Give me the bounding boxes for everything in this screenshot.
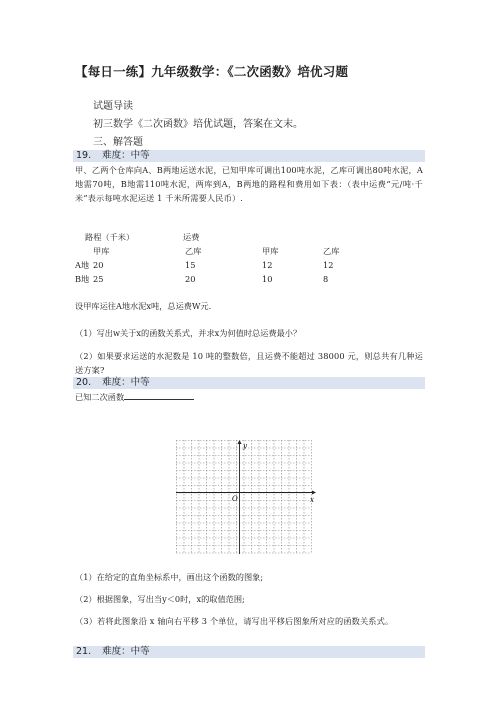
document-title: 【每日一练】九年级数学：《二次函数》培优习题 [75, 64, 349, 79]
question-20-header [73, 377, 425, 389]
intro-description: 初三数学《二次函数》培优试题，答案在文末。 [93, 119, 303, 130]
table-cell: 20 [93, 260, 104, 270]
table-subheader: 甲库 [93, 246, 110, 256]
question-19-part-1: （1）写出w关于x的函数关系式，并求x为何值时总运费最小？ [75, 328, 302, 338]
question-19-text: 甲、乙两个仓库向A、B两地运送水泥，已知甲库可调出100吨水泥，乙库可调出80吨水泥，A地需70吨，B地需110吨水泥，两库到A，B两地的路程和费用如下表：（表中运费“元/吨·千米”表示每吨水泥运送 1 千米所需要人民币）. [75, 165, 423, 203]
intro-heading: 试题导读 [93, 101, 133, 112]
table-cell: 10 [262, 274, 273, 284]
difficulty-label: 难度：中等 [102, 377, 150, 388]
origin-label: O [232, 495, 238, 503]
coordinate-grid [176, 440, 318, 560]
difficulty-label: 难度：中等 [102, 150, 150, 161]
question-19-part-2: （2）如果要求运送的水泥数是 10 吨的整数倍，且运费不能超过 38000 元，则总共有几种运送方案? [75, 351, 423, 375]
question-20-text [75, 390, 194, 403]
table-cell: 8 [323, 274, 329, 284]
table-cell: 12 [323, 260, 334, 270]
table-cell: 15 [185, 260, 196, 270]
question-21-header [73, 646, 425, 658]
x-axis-arrow-icon [312, 491, 316, 495]
question-number: 19. [76, 150, 92, 161]
coordinate-grid-svg [176, 440, 318, 556]
table-cell: B地 [75, 274, 90, 284]
answer-blank [124, 390, 194, 400]
section-heading: 三、解答题 [93, 137, 143, 148]
table-cell: 20 [185, 274, 196, 284]
question-number: 21. [76, 646, 92, 657]
question-19-setup: 设甲库运往A地水泥x吨，总运费W元. [75, 301, 212, 311]
table-header-cost: 运费 [183, 232, 200, 242]
x-axis-label: x [310, 496, 314, 504]
question-20-part-2: （2）根据图象，写出当y＜0时，x的取值范围; [75, 594, 245, 604]
table-cell: 25 [93, 274, 104, 284]
question-20-part-3: （3）若将此图象沿 x 轴向右平移 3 个单位，请写出平移后图象所对应的函数关系式。 [75, 616, 394, 626]
difficulty-label: 难度：中等 [102, 646, 150, 657]
question-20-stem: 已知二次函数 [75, 392, 125, 402]
table-subheader: 乙库 [185, 246, 202, 256]
question-19-header [73, 150, 425, 162]
question-20-part-1: （1）在给定的直角坐标系中，画出这个函数的图象; [75, 572, 264, 582]
table-cell: 12 [262, 260, 273, 270]
table-subheader: 甲库 [262, 246, 279, 256]
y-axis-label: y [243, 442, 247, 450]
table-cell: A地 [75, 260, 90, 270]
table-header-distance: 路程（千米） [85, 232, 135, 242]
table-subheader: 乙库 [323, 246, 340, 256]
y-axis-arrow-icon [238, 440, 242, 444]
question-number: 20. [76, 377, 92, 388]
